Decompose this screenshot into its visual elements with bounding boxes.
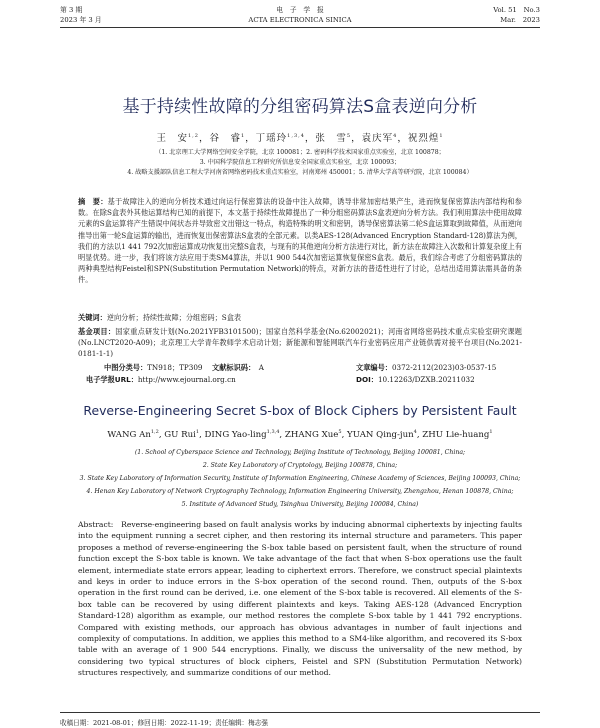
affiliation-en-line: (1. School of Cyberspace Science and Technology, Beijing Institute of Technology, Beijing 100081, China; bbox=[134, 449, 466, 456]
doc-label: 文献标识码： bbox=[212, 363, 252, 372]
journal-url bbox=[86, 374, 236, 385]
author-cn: ，袁庆军 bbox=[351, 133, 394, 144]
doi bbox=[356, 374, 475, 385]
author-cn: 王 安 bbox=[156, 133, 188, 144]
author-sup: 1,3,4 bbox=[266, 429, 280, 436]
author-en: , DING Yao-ling bbox=[199, 430, 267, 440]
author-sup: 1,2 bbox=[150, 429, 159, 436]
header-rule bbox=[60, 27, 540, 28]
funding bbox=[78, 326, 522, 360]
author-sup: 1 bbox=[489, 429, 493, 436]
article-number bbox=[356, 362, 496, 373]
author-sup: 4 bbox=[413, 429, 417, 436]
clc-number bbox=[104, 362, 202, 373]
affiliation-en-line: 4. Henan Key Laboratory of Network Cryptography Technology, Information Engineering University, Zhengzhou, Henan 100878, China; bbox=[86, 488, 514, 495]
header-journal-cn: 电 子 学 报 bbox=[276, 6, 324, 14]
affiliation-en-line: 3. State Key Laboratory of Information Security, Institute of Information Engineering, Chinese Academy of Sciences, Beijing 100093, China; bbox=[79, 475, 521, 482]
author-en: , ZHANG Xue bbox=[279, 430, 339, 440]
doc-value: A bbox=[258, 363, 264, 372]
header-date-cn: 2023 年 3 月 bbox=[60, 16, 102, 24]
keywords-cn-text: 逆向分析；持续性故障；分组密码；S盒表 bbox=[106, 313, 242, 322]
author-cn: ，丁瑶玲 bbox=[245, 133, 288, 144]
footer-rule bbox=[60, 712, 540, 713]
keywords-cn bbox=[78, 312, 241, 323]
abstract-en-text: Reverse-engineering based on fault analysis works by inducing abnormal ciphertexts by injecting faults into the equipment running a secret cipher, and then restoring its internal structure and parameters. This paper proposes a method of reverse-engineering the S-box table based on persistent fault, when the structure of round function except the S-box table is known. We take advantage of the fact that when S-box operations use the fault element, intermediate state errors appear, leading to ciphertext errors. Therefore, we construct special plaintexts and keys in order to induce errors in the S-box operation of the second round. Then, outputs of the S-box operation in the first round can be derived, i.e. one element of the S-box table is recovered. All elements of the S-box table can be recovered by using different plaintexts and keys. Taking AES-128 (Advanced Encryption Standard-128) algorithm as example, our method restores the complete S-box table by 1 441 792 encryptions. Compared with existing methods, our approach has obvious advantages in number of fault injections and complexity of computations. In addition, we applies this method to a SM4-like algorithm, and recovered its S-box table with an average of 1 900 544 encryptions. Finally, we discuss the universality of the new method, by considering two typical structures of block ciphers, Feistel and SPN (Substitution Permutation Network) structures respectively, and summarize conditions of our method. bbox=[78, 520, 523, 678]
title-cn: 基于持续性故障的分组密码算法S盒表逆向分析 bbox=[122, 97, 478, 117]
funding-label: 基金项目： bbox=[78, 327, 116, 336]
url-value[interactable]: http://www.ejournal.org.cn bbox=[137, 375, 236, 384]
doi-value[interactable]: 10.12263/DZXB.20211032 bbox=[377, 375, 475, 384]
article-label: 文章编号： bbox=[356, 363, 392, 372]
header-issue-cn: 第 3 期 bbox=[60, 6, 83, 14]
footer-dates: 收稿日期：2021-08-01；修回日期：2022-11-19；责任编辑：梅志强 bbox=[60, 719, 268, 727]
abstract-en-label: Abstract: bbox=[78, 520, 114, 529]
affiliation-cn-line: 3. 中国科学院信息工程研究所信息安全国家重点实验室，北京 100093； bbox=[199, 159, 401, 166]
author-sup: 1 bbox=[195, 429, 200, 436]
affiliation-en-line: 5. Institute of Advanced Study, Tsinghua University, Beijing 100084, China) bbox=[181, 501, 419, 508]
author-en: WANG An bbox=[107, 430, 151, 440]
author-cn: ，祝烈煌 bbox=[397, 133, 440, 144]
doi-label: DOI： bbox=[356, 375, 378, 384]
author-sup: 1,2 bbox=[188, 132, 199, 139]
author-sup: 4 bbox=[393, 132, 398, 139]
funding-text: 国家重点研发计划(No.2021YFB3101500)；国家自然科学基金(No.62002021)；河南省网络密码技术重点实验室研究课题(No.LNCT2020-A09)；北京理工大学青年教师学术启动计划；新能源和智能网联汽车行业密码应用产业链供需对接平台项目(No.2021-0181-1-1) bbox=[78, 327, 522, 359]
affiliation-cn-line: 4. 战略支援部队信息工程大学河南省网络密码技术重点实验室，河南郑州 450001；5. 清华大学高等研究院，北京 100084） bbox=[127, 169, 473, 176]
authors-en bbox=[0, 430, 600, 440]
affiliation-cn-line: （1. 北京理工大学网络空间安全学院，北京 100081；2. 密码科学技术国家重点实验室，北京 100878； bbox=[155, 149, 445, 156]
url-label: 电子学报URL： bbox=[86, 375, 138, 384]
author-en: , YUAN Qing-jun bbox=[341, 430, 414, 440]
author-cn: ，谷 睿 bbox=[198, 133, 241, 144]
clc-label: 中图分类号： bbox=[104, 363, 148, 372]
abstract-cn bbox=[78, 196, 522, 286]
author-cn: ，张 雪 bbox=[304, 133, 347, 144]
clc-value: TN918；TP309 bbox=[147, 363, 203, 372]
authors-cn bbox=[0, 130, 600, 144]
author-en: , ZHU Lie-huang bbox=[416, 430, 490, 440]
header-journal-en: ACTA ELECTRONICA SINICA bbox=[248, 16, 352, 24]
header-month-en: Mar. 2023 bbox=[500, 16, 540, 24]
author-en: , GU Rui bbox=[158, 430, 196, 440]
abstract-cn-label: 摘 要： bbox=[78, 197, 108, 206]
abstract-cn-text: 基于故障注入的逆向分析技术通过向运行保密算法的设备中注入故障，诱导非常加密结果产生，进而恢复保密算法内部结构和参数。在除S盒表外其他运算结构已知的前提下，本文基于持续性故障提出了一种分组密码算法S盒表逆向分析方法。我们利用算法中使用故障元素的S盒运算将产生错误中间状态并导致密文出错这一特点，构造特殊的明文和密钥，诱导保密算法第二轮S盒运算取到故障值，从而逆向推导出第一轮S盒运算的输出，进而恢复出保密算法S盒表的全部元素。以类AES-128(Advanced Encryption Standard-128)算法为例，我们的方法以1 441 792次加密运算成功恢复出完整S盒表，与现有的其他逆向分析方法进行对比，新方法在故障注入次数和计算复杂度上有明显优势。进一步，我们将该方法应用于类SM4算法，并以1 900 544次加密运算恢复保密S盒表。最后，我们综合考虑了分组密码算法的两种典型结构Feistel和SPN(Substitution Permutation Network)的特点，对新方法的普适性进行了讨论，总结出适用算法需具备的条件。 bbox=[78, 197, 523, 285]
affiliation-en-line: 2. State Key Laboratory of Cryptology, Beijing 100878, China; bbox=[202, 462, 398, 469]
author-sup: 5 bbox=[346, 132, 352, 139]
header-volume: Vol. 51 No.3 bbox=[493, 6, 540, 14]
document-code bbox=[212, 362, 264, 373]
author-sup: 5 bbox=[338, 429, 342, 436]
abstract-en bbox=[78, 519, 522, 679]
article-value: 0372-2112(2023)03-0537-15 bbox=[391, 363, 497, 372]
author-sup: 1 bbox=[240, 132, 246, 139]
title-en: Reverse-Engineering Secret S-box of Block Ciphers by Persistent Fault bbox=[83, 403, 517, 418]
author-sup: 1,3,4 bbox=[287, 132, 305, 139]
author-sup: 1 bbox=[439, 132, 444, 139]
keywords-cn-label: 关键词： bbox=[78, 313, 107, 322]
